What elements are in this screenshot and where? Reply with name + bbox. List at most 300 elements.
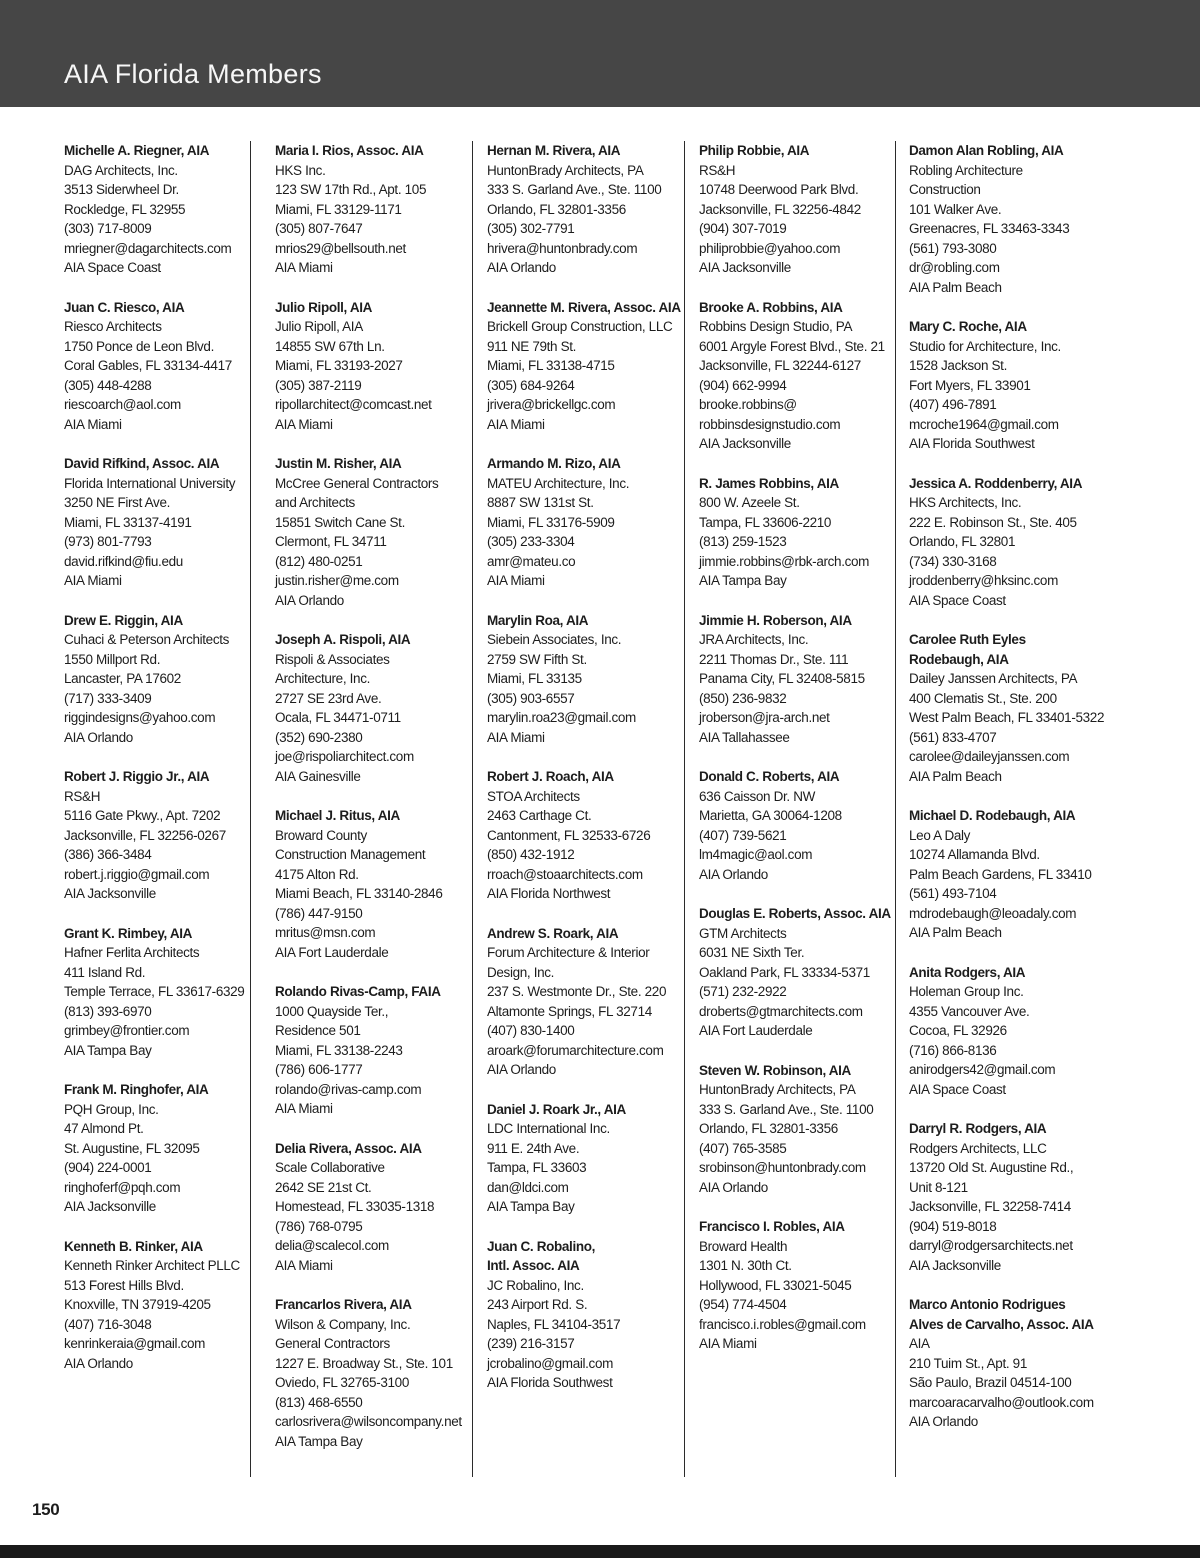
- member-detail: kenrinkeraia@gmail.com: [64, 1336, 206, 1351]
- member-name: Jimmie H. Roberson, AIA: [699, 612, 852, 628]
- member-detail: AIA Jacksonville: [64, 1199, 156, 1214]
- member-detail: (813) 468-6550: [275, 1394, 363, 1410]
- member-detail: Residence 501: [275, 1023, 361, 1038]
- member-detail: 14855 SW 67th Ln.: [275, 338, 385, 354]
- member-name: Marco Antonio Rodrigues: [909, 1297, 1066, 1312]
- member-name: Grant K. Rimbey, AIA: [64, 925, 193, 941]
- member-name: Delia Rivera, Assoc. AIA: [275, 1140, 422, 1156]
- member-detail: Miami Beach, FL 33140-2846: [275, 886, 443, 901]
- member-detail: robbinsdesignstudio.com: [699, 416, 841, 432]
- member-detail: Tampa, FL 33606-2210: [699, 514, 832, 530]
- member-detail: aroark@forumarchitecture.com: [487, 1042, 664, 1058]
- member-detail: AIA Space Coast: [909, 592, 1006, 608]
- member-entry: [275, 982, 472, 1119]
- member-detail: AIA Fort Lauderdale: [699, 1023, 813, 1038]
- member-detail: Clermont, FL 34711: [275, 534, 387, 549]
- member-detail: (561) 793-3080: [909, 240, 997, 256]
- member-detail: 400 Clematis St., Ste. 200: [909, 690, 1057, 706]
- member-detail: Scale Collaborative: [275, 1160, 385, 1175]
- member-detail: AIA Orlando: [275, 592, 344, 608]
- member-detail: (407) 830-1400: [487, 1023, 575, 1038]
- member-detail: marylin.roa23@gmail.com: [487, 710, 636, 725]
- member-detail: 411 Island Rd.: [64, 964, 146, 980]
- member-detail: brooke.robbins@: [699, 397, 797, 412]
- member-detail: (904) 519-8018: [909, 1218, 997, 1234]
- member-detail: Oakland Park, FL 33334-5371: [699, 964, 870, 980]
- member-detail: 210 Tuim St., Apt. 91: [909, 1355, 1027, 1371]
- member-detail: (407) 765-3585: [699, 1140, 787, 1156]
- member-detail: Homestead, FL 33035-1318: [275, 1199, 435, 1214]
- member-entry: [699, 474, 895, 591]
- member-detail: Architecture, Inc.: [275, 671, 370, 686]
- member-detail: (904) 662-9994: [699, 377, 787, 393]
- member-name: Michael D. Rodebaugh, AIA: [909, 808, 1076, 823]
- member-entry: [64, 924, 250, 1061]
- member-detail: Greenacres, FL 33463-3343: [909, 221, 1070, 236]
- member-detail: 13720 Old St. Augustine Rd.,: [909, 1160, 1074, 1175]
- member-name: Michael J. Ritus, AIA: [275, 808, 400, 823]
- member-name: Juan C. Riesco, AIA: [64, 299, 185, 315]
- member-detail: Holeman Group Inc.: [909, 984, 1024, 999]
- member-entry: [487, 611, 684, 748]
- member-detail: droberts@gtmarchitects.com: [699, 1003, 863, 1019]
- member-entry: [909, 630, 1136, 786]
- member-detail: Cantonment, FL 32533-6726: [487, 827, 651, 843]
- member-name: Jessica A. Roddenberry, AIA: [909, 475, 1083, 491]
- member-detail: marcoaracarvalho@outlook.com: [909, 1394, 1094, 1410]
- page-header: [0, 0, 1200, 107]
- member-detail: JRA Architects, Inc.: [699, 632, 809, 647]
- member-entry: [487, 1100, 684, 1217]
- member-detail: AIA Miami: [487, 416, 545, 432]
- directory-column: [472, 141, 684, 1477]
- member-detail: 911 E. 24th Ave.: [487, 1140, 580, 1156]
- member-detail: Lancaster, PA 17602: [64, 671, 181, 686]
- member-detail: Design, Inc.: [487, 964, 555, 980]
- member-detail: mdrodebaugh@leoadaly.com: [909, 905, 1077, 921]
- member-detail: 800 W. Azeele St.: [699, 495, 800, 510]
- member-detail: riggindesigns@yahoo.com: [64, 710, 216, 725]
- member-name: Alves de Carvalho, Assoc. AIA: [909, 1316, 1094, 1332]
- member-entry: [64, 141, 250, 278]
- member-detail: 3513 Siderwheel Dr.: [64, 182, 179, 197]
- member-detail: mcroche1964@gmail.com: [909, 416, 1059, 432]
- member-detail: AIA Jacksonville: [699, 436, 791, 451]
- member-detail: Riesco Architects: [64, 319, 162, 334]
- directory-column: [250, 141, 472, 1477]
- member-detail: amr@mateu.co: [487, 553, 576, 569]
- member-detail: rolando@rivas-camp.com: [275, 1081, 422, 1097]
- member-detail: General Contractors: [275, 1336, 390, 1351]
- member-detail: 513 Forest Hills Blvd.: [64, 1277, 184, 1293]
- member-name: Drew E. Riggin, AIA: [64, 612, 183, 628]
- member-detail: STOA Architects: [487, 788, 580, 804]
- member-entry: [64, 767, 250, 904]
- member-entry: [909, 141, 1136, 297]
- member-name: Brooke A. Robbins, AIA: [699, 299, 843, 315]
- member-detail: Miami, FL 33135: [487, 671, 582, 686]
- member-entry: [64, 454, 250, 591]
- member-detail: carlosrivera@wilsoncompany.net: [275, 1414, 462, 1429]
- member-detail: 6001 Argyle Forest Blvd., Ste. 21: [699, 338, 885, 354]
- member-detail: HuntonBrady Architects, PA: [699, 1082, 856, 1097]
- member-detail: GTM Architects: [699, 925, 787, 941]
- member-entry: [275, 298, 472, 435]
- member-detail: PQH Group, Inc.: [64, 1101, 159, 1117]
- member-detail: RS&H: [699, 162, 736, 178]
- member-detail: Unit 8-121: [909, 1179, 968, 1195]
- member-entry: [487, 298, 684, 435]
- member-detail: francisco.i.robles@gmail.com: [699, 1316, 866, 1332]
- member-entry: [275, 1139, 472, 1276]
- member-name: Daniel J. Roark Jr., AIA: [487, 1101, 626, 1117]
- member-detail: ripollarchitect@comcast.net: [275, 397, 432, 412]
- member-detail: Orlando, FL 32801-3356: [699, 1121, 838, 1136]
- member-name: Donald C. Roberts, AIA: [699, 769, 840, 784]
- member-detail: ringhoferf@pqh.com: [64, 1179, 181, 1195]
- member-detail: (352) 690-2380: [275, 729, 363, 745]
- member-detail: rroach@stoaarchitects.com: [487, 866, 643, 882]
- member-detail: (305) 448-4288: [64, 377, 152, 393]
- member-detail: 1750 Ponce de Leon Blvd.: [64, 338, 214, 354]
- member-detail: 243 Airport Rd. S.: [487, 1297, 588, 1312]
- member-detail: srobinson@huntonbrady.com: [699, 1160, 866, 1175]
- member-detail: AIA Miami: [487, 729, 545, 745]
- member-detail: Panama City, FL 32408-5815: [699, 671, 865, 686]
- member-detail: 123 SW 17th Rd., Apt. 105: [275, 182, 427, 197]
- member-detail: AIA Orlando: [64, 1355, 133, 1371]
- member-entry: [275, 454, 472, 610]
- member-detail: 3250 NE First Ave.: [64, 495, 171, 510]
- member-detail: jcrobalino@gmail.com: [487, 1355, 614, 1371]
- member-detail: (561) 833-4707: [909, 729, 997, 745]
- member-detail: justin.risher@me.com: [275, 573, 399, 588]
- directory-columns: [64, 141, 1136, 1477]
- member-name: Kenneth B. Rinker, AIA: [64, 1238, 203, 1254]
- member-detail: dan@ldci.com: [487, 1179, 569, 1195]
- member-entry: [699, 1217, 895, 1354]
- member-entry: [487, 924, 684, 1080]
- member-detail: jimmie.robbins@rbk-arch.com: [699, 553, 870, 569]
- member-detail: 2463 Carthage Ct.: [487, 808, 592, 823]
- member-detail: (786) 447-9150: [275, 905, 363, 921]
- member-entry: [487, 454, 684, 591]
- member-detail: 911 NE 79th St.: [487, 338, 577, 354]
- member-detail: (561) 493-7104: [909, 886, 997, 901]
- member-entry: [64, 1080, 250, 1217]
- member-detail: West Palm Beach, FL 33401-5322: [909, 710, 1105, 725]
- member-detail: AIA Miami: [275, 1101, 333, 1116]
- member-name: R. James Robbins, AIA: [699, 475, 839, 491]
- member-detail: AIA Gainesville: [275, 768, 361, 784]
- member-detail: dr@robling.com: [909, 260, 1000, 275]
- member-detail: (812) 480-0251: [275, 553, 363, 569]
- member-name: Damon Alan Robling, AIA: [909, 143, 1064, 158]
- member-detail: 101 Walker Ave.: [909, 201, 1002, 217]
- member-entry: [275, 806, 472, 962]
- member-detail: Julio Ripoll, AIA: [275, 319, 363, 334]
- member-detail: carolee@daileyjanssen.com: [909, 749, 1070, 764]
- member-detail: 222 E. Robinson St., Ste. 405: [909, 514, 1077, 530]
- member-detail: MATEU Architecture, Inc.: [487, 475, 630, 491]
- directory-column: [684, 141, 895, 1477]
- member-detail: david.rifkind@fiu.edu: [64, 553, 183, 569]
- member-detail: AIA Tampa Bay: [275, 1433, 363, 1449]
- member-detail: philiprobbie@yahoo.com: [699, 240, 841, 256]
- member-name: Mary C. Roche, AIA: [909, 319, 1027, 334]
- member-detail: 1301 N. 30th Ct.: [699, 1258, 792, 1273]
- member-entry: [487, 1237, 684, 1393]
- member-detail: JC Robalino, Inc.: [487, 1277, 584, 1293]
- member-name: Armando M. Rizo, AIA: [487, 456, 621, 471]
- member-detail: AIA Tampa Bay: [64, 1042, 152, 1058]
- member-detail: Robbins Design Studio, PA: [699, 319, 853, 334]
- member-name: Robert J. Riggio Jr., AIA: [64, 769, 210, 784]
- member-detail: 1227 E. Broadway St., Ste. 101: [275, 1355, 453, 1371]
- member-detail: joe@rispoliarchitect.com: [275, 749, 414, 764]
- member-detail: Construction Management: [275, 847, 426, 862]
- member-detail: Jacksonville, FL 32258-7414: [909, 1199, 1071, 1214]
- member-name: Douglas E. Roberts, Assoc. AIA: [699, 906, 891, 921]
- member-detail: AIA Florida Southwest: [909, 436, 1035, 451]
- member-detail: Miami, FL 33138-2243: [275, 1042, 403, 1058]
- member-detail: Miami, FL 33137-4191: [64, 514, 192, 530]
- member-detail: jroberson@jra-arch.net: [699, 710, 830, 725]
- member-entry: [275, 141, 472, 278]
- member-detail: mritus@msn.com: [275, 925, 376, 940]
- member-detail: 8887 SW 131st St.: [487, 495, 594, 510]
- member-detail: grimbey@frontier.com: [64, 1023, 190, 1038]
- member-name: Rodebaugh, AIA: [909, 651, 1009, 667]
- member-detail: Miami, FL 33138-4715: [487, 358, 615, 373]
- member-detail: 15851 Switch Cane St.: [275, 514, 405, 530]
- member-name: Francarlos Rivera, AIA: [275, 1297, 412, 1312]
- member-name: Carolee Ruth Eyles: [909, 632, 1026, 647]
- member-detail: (305) 233-3304: [487, 534, 575, 549]
- member-detail: McCree General Contractors: [275, 475, 439, 491]
- member-detail: (954) 774-4504: [699, 1297, 787, 1312]
- member-detail: mrios29@bellsouth.net: [275, 240, 406, 256]
- member-detail: (973) 801-7793: [64, 534, 152, 549]
- member-detail: Siebein Associates, Inc.: [487, 632, 622, 647]
- member-detail: AIA Jacksonville: [909, 1257, 1001, 1273]
- page-number: 150: [32, 1500, 60, 1519]
- member-detail: darryl@rodgersarchitects.net: [909, 1238, 1073, 1253]
- member-detail: Jacksonville, FL 32256-4842: [699, 201, 861, 217]
- member-detail: hrivera@huntonbrady.com: [487, 240, 638, 256]
- member-detail: HKS Architects, Inc.: [909, 495, 1022, 510]
- member-detail: (850) 236-9832: [699, 690, 787, 706]
- member-detail: jroddenberry@hksinc.com: [909, 573, 1058, 588]
- member-detail: São Paulo, Brazil 04514-100: [909, 1375, 1072, 1390]
- member-detail: mriegner@dagarchitects.com: [64, 240, 232, 256]
- member-entry: [487, 141, 684, 278]
- member-detail: AIA Orlando: [699, 1179, 768, 1195]
- member-detail: Construction: [909, 182, 981, 197]
- member-entry: [699, 1061, 895, 1198]
- member-detail: Jacksonville, FL 32256-0267: [64, 827, 226, 843]
- member-detail: AIA Miami: [64, 416, 122, 432]
- member-name: Justin M. Risher, AIA: [275, 456, 402, 471]
- member-name: Intl. Assoc. AIA: [487, 1258, 580, 1273]
- member-detail: and Architects: [275, 495, 355, 510]
- member-name: Darryl R. Rodgers, AIA: [909, 1121, 1047, 1136]
- member-entry: [909, 474, 1136, 611]
- member-entry: [909, 1295, 1136, 1432]
- member-detail: Fort Myers, FL 33901: [909, 377, 1031, 393]
- member-entry: [64, 611, 250, 748]
- member-detail: 333 S. Garland Ave., Ste. 1100: [487, 182, 662, 197]
- member-detail: Robling Architecture: [909, 162, 1023, 178]
- member-detail: AIA Jacksonville: [64, 886, 156, 901]
- page-title: AIA Florida Members: [64, 59, 322, 89]
- member-detail: (407) 739-5621: [699, 827, 787, 843]
- member-detail: 1550 Millport Rd.: [64, 651, 161, 667]
- member-detail: 10274 Allamanda Blvd.: [909, 847, 1040, 862]
- member-detail: Rispoli & Associates: [275, 651, 390, 667]
- member-detail: Coral Gables, FL 33134-4417: [64, 358, 232, 373]
- member-detail: Rodgers Architects, LLC: [909, 1140, 1047, 1156]
- member-name: Julio Ripoll, AIA: [275, 299, 373, 315]
- member-detail: AIA Fort Lauderdale: [275, 944, 389, 960]
- member-detail: Orlando, FL 32801: [909, 534, 1016, 549]
- member-detail: Broward Health: [699, 1238, 788, 1254]
- bottom-bar: [0, 1545, 1200, 1558]
- member-detail: Cuhaci & Peterson Architects: [64, 632, 230, 647]
- member-detail: (850) 432-1912: [487, 847, 575, 862]
- member-entry: [64, 298, 250, 435]
- member-detail: 1000 Quayside Ter.,: [275, 1003, 389, 1019]
- member-detail: LDC International Inc.: [487, 1121, 610, 1136]
- member-detail: Miami, FL 33176-5909: [487, 514, 615, 530]
- member-detail: AIA Palm Beach: [909, 925, 1002, 940]
- member-detail: AIA Palm Beach: [909, 279, 1002, 295]
- member-detail: (717) 333-3409: [64, 690, 152, 706]
- member-detail: Forum Architecture & Interior: [487, 945, 650, 960]
- member-detail: 333 S. Garland Ave., Ste. 1100: [699, 1101, 874, 1117]
- member-detail: AIA Orlando: [487, 1062, 556, 1077]
- member-detail: Broward County: [275, 827, 367, 843]
- member-detail: (734) 330-3168: [909, 553, 997, 569]
- member-detail: (716) 866-8136: [909, 1042, 997, 1058]
- member-entry: [699, 141, 895, 278]
- member-detail: (305) 302-7791: [487, 221, 575, 236]
- member-detail: Dailey Janssen Architects, PA: [909, 671, 1078, 686]
- member-detail: Ocala, FL 34471-0711: [275, 710, 401, 725]
- member-detail: AIA: [909, 1336, 930, 1351]
- member-detail: 2211 Thomas Dr., Ste. 111: [699, 651, 849, 667]
- member-entry: [909, 806, 1136, 943]
- member-detail: AIA Tampa Bay: [699, 573, 787, 588]
- member-detail: Miami, FL 33129-1171: [275, 201, 402, 217]
- member-name: David Rifkind, Assoc. AIA: [64, 456, 220, 471]
- member-detail: Jacksonville, FL 32244-6127: [699, 358, 861, 373]
- member-detail: robert.j.riggio@gmail.com: [64, 866, 210, 882]
- member-detail: Knoxville, TN 37919-4205: [64, 1297, 211, 1312]
- member-detail: AIA Orlando: [487, 260, 556, 275]
- member-detail: Hollywood, FL 33021-5045: [699, 1277, 852, 1293]
- member-name: Maria I. Rios, Assoc. AIA: [275, 143, 424, 158]
- member-detail: AIA Miami: [275, 1257, 333, 1273]
- member-detail: (305) 807-7647: [275, 221, 363, 236]
- member-name: Frank M. Ringhofer, AIA: [64, 1082, 209, 1097]
- member-entry: [699, 298, 895, 454]
- member-detail: 2642 SE 21st Ct.: [275, 1179, 372, 1195]
- member-name: Anita Rodgers, AIA: [909, 964, 1026, 980]
- member-detail: riescoarch@aol.com: [64, 397, 181, 412]
- member-detail: Florida International University: [64, 475, 236, 491]
- member-name: Steven W. Robinson, AIA: [699, 1062, 851, 1078]
- member-entry: [275, 630, 472, 786]
- member-detail: delia@scalecol.com: [275, 1238, 389, 1253]
- member-name: Robert J. Roach, AIA: [487, 769, 614, 784]
- member-detail: AIA Palm Beach: [909, 768, 1002, 784]
- member-detail: Rockledge, FL 32955: [64, 201, 186, 217]
- member-detail: Kenneth Rinker Architect PLLC: [64, 1258, 240, 1273]
- member-detail: 1528 Jackson St.: [909, 358, 1007, 373]
- member-detail: 4355 Vancouver Ave.: [909, 1003, 1030, 1019]
- directory-column: [64, 141, 250, 1477]
- member-detail: Leo A Daly: [909, 827, 971, 843]
- member-detail: Studio for Architecture, Inc.: [909, 338, 1061, 354]
- member-detail: Wilson & Company, Inc.: [275, 1316, 411, 1332]
- member-name: Rolando Rivas-Camp, FAIA: [275, 984, 441, 999]
- member-detail: AIA Orlando: [909, 1414, 978, 1429]
- member-detail: 5116 Gate Pkwy., Apt. 7202: [64, 808, 221, 823]
- member-detail: AIA Miami: [275, 260, 333, 275]
- directory-column: [895, 141, 1136, 1477]
- member-detail: HuntonBrady Architects, PA: [487, 162, 644, 178]
- member-detail: Naples, FL 34104-3517: [487, 1316, 621, 1332]
- member-detail: AIA Florida Southwest: [487, 1375, 613, 1390]
- member-detail: (239) 216-3157: [487, 1336, 575, 1351]
- member-name: Andrew S. Roark, AIA: [487, 925, 619, 941]
- member-name: Joseph A. Rispoli, AIA: [275, 632, 411, 647]
- member-detail: (571) 232-2922: [699, 984, 787, 999]
- member-detail: 6031 NE Sixth Ter.: [699, 945, 805, 960]
- member-detail: Tampa, FL 33603: [487, 1160, 587, 1175]
- member-detail: 4175 Alton Rd.: [275, 866, 359, 882]
- member-entry: [909, 1119, 1136, 1275]
- member-detail: DAG Architects, Inc.: [64, 162, 178, 178]
- member-detail: Brickell Group Construction, LLC: [487, 319, 673, 334]
- member-detail: St. Augustine, FL 32095: [64, 1140, 200, 1156]
- member-detail: 636 Caisson Dr. NW: [699, 788, 815, 804]
- member-detail: (786) 768-0795: [275, 1218, 363, 1234]
- member-detail: Cocoa, FL 32926: [909, 1023, 1007, 1038]
- member-detail: Orlando, FL 32801-3356: [487, 201, 626, 217]
- member-entry: [699, 767, 895, 884]
- member-entry: [699, 611, 895, 748]
- member-detail: AIA Tampa Bay: [487, 1199, 575, 1214]
- member-detail: (813) 259-1523: [699, 534, 787, 549]
- member-entry: [909, 317, 1136, 454]
- member-detail: Temple Terrace, FL 33617-6329: [64, 984, 245, 999]
- member-detail: (386) 366-3484: [64, 847, 152, 862]
- member-detail: AIA Florida Northwest: [487, 886, 611, 901]
- member-detail: HKS Inc.: [275, 162, 326, 178]
- member-name: Philip Robbie, AIA: [699, 143, 810, 158]
- member-detail: AIA Space Coast: [909, 1081, 1006, 1097]
- member-detail: (813) 393-6970: [64, 1003, 152, 1019]
- member-detail: lm4magic@aol.com: [699, 847, 813, 862]
- member-detail: AIA Orlando: [64, 729, 133, 745]
- member-name: Michelle A. Riegner, AIA: [64, 143, 210, 158]
- member-detail: (904) 224-0001: [64, 1160, 152, 1175]
- member-detail: (407) 496-7891: [909, 397, 997, 412]
- member-detail: 237 S. Westmonte Dr., Ste. 220: [487, 984, 667, 999]
- member-name: Hernan M. Rivera, AIA: [487, 143, 621, 158]
